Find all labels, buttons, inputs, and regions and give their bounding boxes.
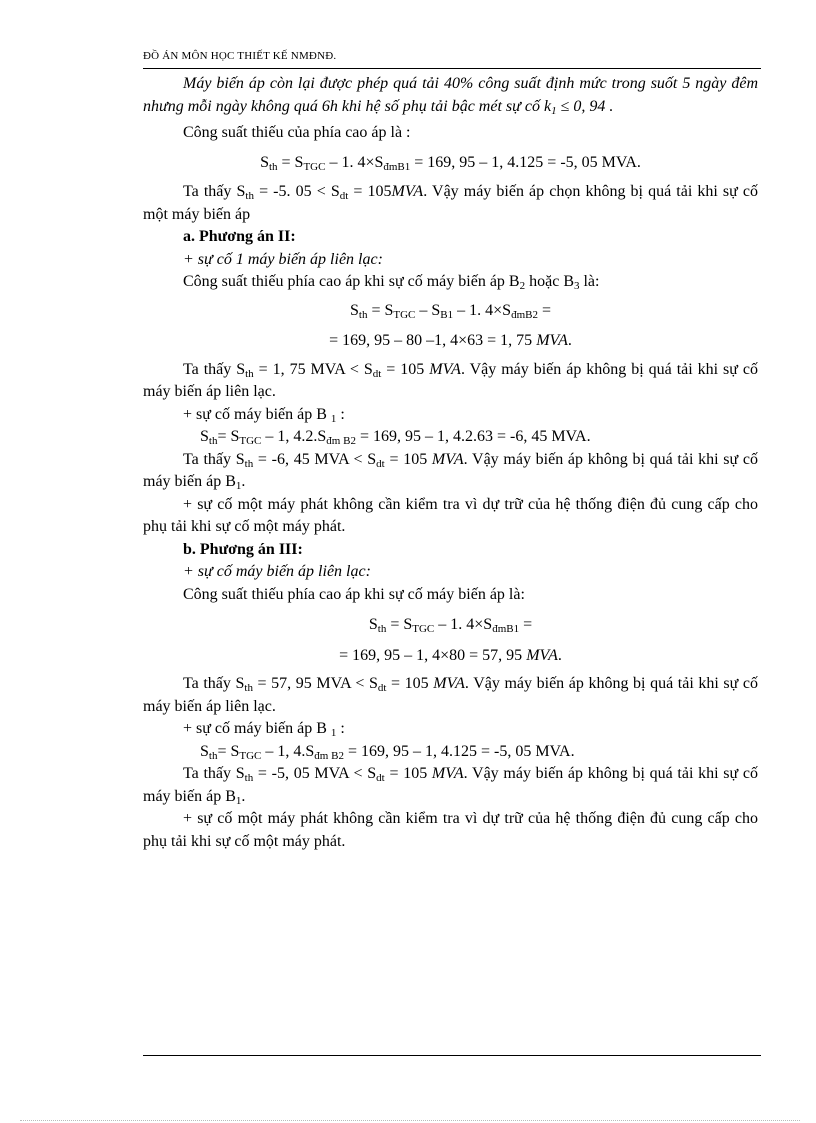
plan-a-generator-note: + sự cố một máy phát không cần kiểm tra vì dự trữ của hệ thống điện đủ cung cấp cho phụ tải khi sự cố một máy phát.	[143, 495, 758, 535]
plan-b-generator-note: + sự cố một máy phát không cần kiểm tra vì dự trữ của hệ thống điện đủ cung cấp cho phụ tải khi sự cố một máy phát.	[143, 810, 758, 850]
plan-b-equation-2: = 169, 95 – 1, 4×80 = 57, 95 MVA.	[339, 646, 562, 664]
missing-power-label: Công suất thiếu của phía cao áp là :	[183, 124, 411, 141]
page-header: ĐỒ ÁN MÔN HỌC THIẾT KẾ NMĐNĐ.	[143, 50, 337, 62]
page-edge-dots	[20, 1120, 800, 1121]
plan-a-equation-3: $S_{th}= S_{TGC} - 1$, $4.2.S_{đm B2} = 169$, 95 – 1, 4.2.63 = -6, 45 MVA.	[200, 428, 591, 447]
plan-a-conclusion-1: Ta thấy $S_{th} = 1$, 75 MVA < $S_{dt} = 105$ MVA. Vậy máy biến áp không bị quá tải khi sự cố máy biến áp liên lạc.	[143, 360, 759, 400]
plan-a-equation-1: $S_{th} = S_{TGC} - S_{B1} - 1$. $4\times S_{đmB2}$ =	[350, 301, 551, 321]
plan-a-case-1: + sự cố 1 máy biến áp liên lạc:	[183, 250, 383, 268]
plan-b-case-1: + sự cố máy biến áp liên lạc:	[183, 563, 371, 580]
plan-a-equation-2: = 169, 95 – 80 –1, 4×63 = 1, 75 MVA.	[329, 332, 572, 349]
plan-a-case-2: + sự cố máy biến áp B $_1$ :	[183, 405, 345, 425]
footer-rule	[143, 1055, 761, 1056]
plan-a-heading: a. Phương án II:	[183, 228, 296, 245]
intro-paragraph: Máy biến áp còn lại được phép quá tải 40% công suất định mức trong suốt 5 ngày đêm nhưng mỗi ngày không quá 6h khi hệ số phụ tải bậc mét sự cố $k_1 \le 0$, 94 .	[143, 75, 758, 117]
plan-b-equation-1: $S_{th} = S_{TGC} - 1$. $4\times S_{đmB1}$ =	[368, 616, 533, 635]
plan-a-conclusion-2: Ta thấy $S_{th} = -6$, 45 MVA < $S_{dt} = 105$ MVA. Vậy máy biến áp không bị quá tải khi sự cố máy biến áp $B_1$.	[143, 450, 759, 492]
document-body	[143, 73, 758, 853]
header-rule	[143, 68, 761, 69]
plan-a-desc: Công suất thiếu phía cao áp khi sự cố máy biến áp $B_2$ hoặc $B_3$ là:	[183, 273, 600, 292]
equation-1: $S_{th} = S_{TGC} - 1$. $4\times S_{đmB1} = 169$, 95 – 1, 4.125 = -5, 05 MVA.	[260, 153, 641, 173]
plan-b-case-2: + sự cố máy biến áp B $_1$ :	[183, 720, 345, 739]
plan-b-conclusion-2: Ta thấy $S_{th} = -5$, 05 MVA < $S_{dt} = 105$ MVA. Vậy máy biến áp không bị quá tải khi sự cố máy biến áp $B_1$.	[143, 765, 759, 807]
plan-b-desc: Công suất thiếu phía cao áp khi sự cố máy biến áp là:	[183, 585, 525, 603]
conclusion-1: Ta thấy $S_{th} = -5$. $05 < S_{dt} = 105MVA$. Vậy máy biến áp chọn không bị quá tải khi sự cố một máy biến áp	[143, 183, 759, 223]
plan-b-equation-3: $S_{th}= S_{TGC} - 1$, $4.S_{đm B2} = 169$, 95 – 1, 4.125 = -5, 05 MVA.	[200, 742, 575, 762]
plan-b-heading: b. Phương án III:	[183, 540, 303, 558]
plan-b-conclusion-1: Ta thấy $S_{th} = 57$, 95 MVA < $S_{dt} = 105$ MVA. Vậy máy biến áp không bị quá tải khi sự cố máy biến áp liên lạc.	[143, 675, 758, 715]
